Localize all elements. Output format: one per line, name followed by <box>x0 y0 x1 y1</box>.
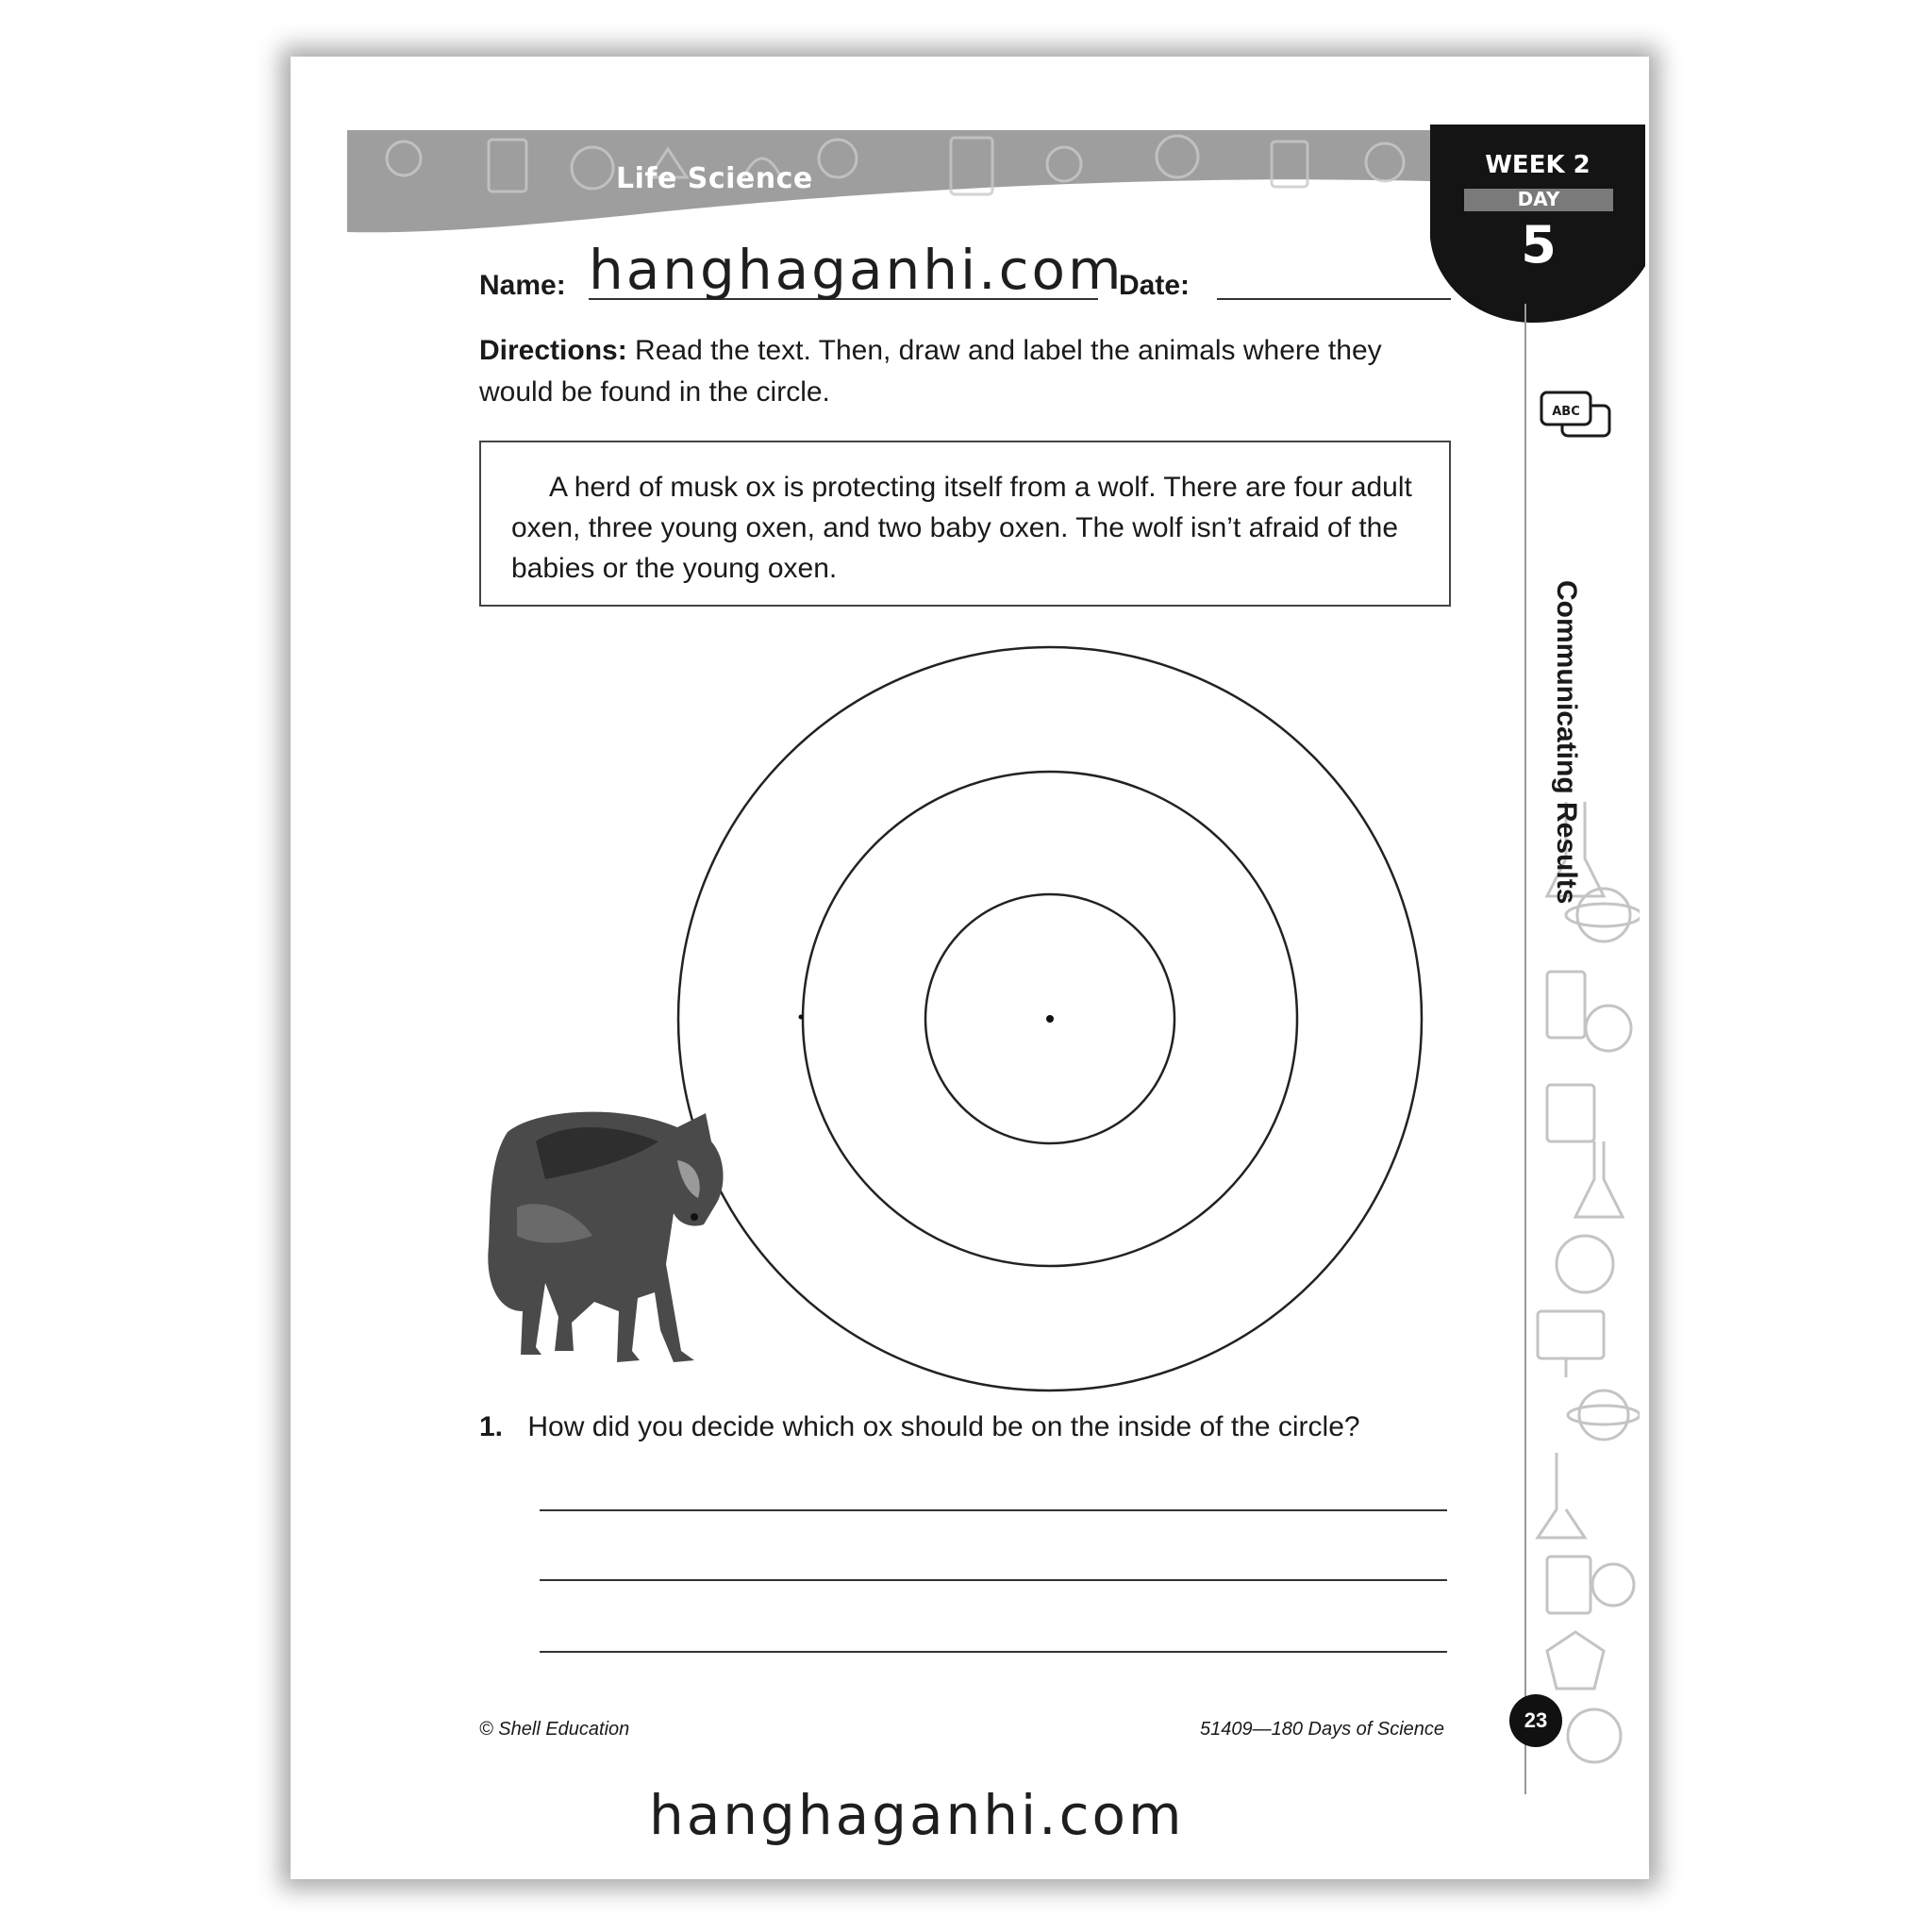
watermark-bottom: hanghaganhi.com <box>649 1783 1185 1847</box>
day-number: 5 <box>1521 215 1557 275</box>
worksheet-page <box>291 57 1649 1879</box>
answer-line[interactable] <box>540 1651 1447 1653</box>
answer-line[interactable] <box>540 1509 1447 1511</box>
day-label: DAY <box>1517 188 1560 210</box>
question-number: 1. <box>479 1411 504 1442</box>
date-label: Date: <box>1119 270 1191 301</box>
directions-label: Directions: <box>479 335 627 366</box>
footer-book-title: 51409—180 Days of Science <box>1200 1719 1445 1740</box>
question-1 <box>479 1411 1360 1443</box>
passage-box: A herd of musk ox is protecting itself from a wolf. There are four adult oxen, three young oxen, and two baby oxen. The wolf isn’t afraid of the babies or the young oxen. <box>479 441 1451 607</box>
answer-line[interactable] <box>540 1579 1447 1581</box>
week-label: WEEK 2 <box>1485 151 1591 179</box>
page-number: 23 <box>1509 1694 1562 1747</box>
abc-icon-text: ABC <box>1552 405 1580 419</box>
center-dot <box>1046 1015 1054 1023</box>
name-label: Name: <box>479 270 566 301</box>
directions-text: Read the text. Then, draw and label the animals where they would be found in the circle. <box>479 335 1382 408</box>
question-text: How did you decide which ox should be on the inside of the circle? <box>527 1411 1360 1442</box>
vertical-title: Communicating Results <box>1551 580 1582 905</box>
watermark-top: hanghaganhi.com <box>589 238 1124 302</box>
wolf-photo <box>488 1112 723 1362</box>
footer-copyright: © Shell Education <box>479 1719 630 1740</box>
subject-label: Life Science <box>616 162 813 195</box>
target-diagram[interactable] <box>291 57 1649 1879</box>
ring-dot <box>799 1015 804 1020</box>
